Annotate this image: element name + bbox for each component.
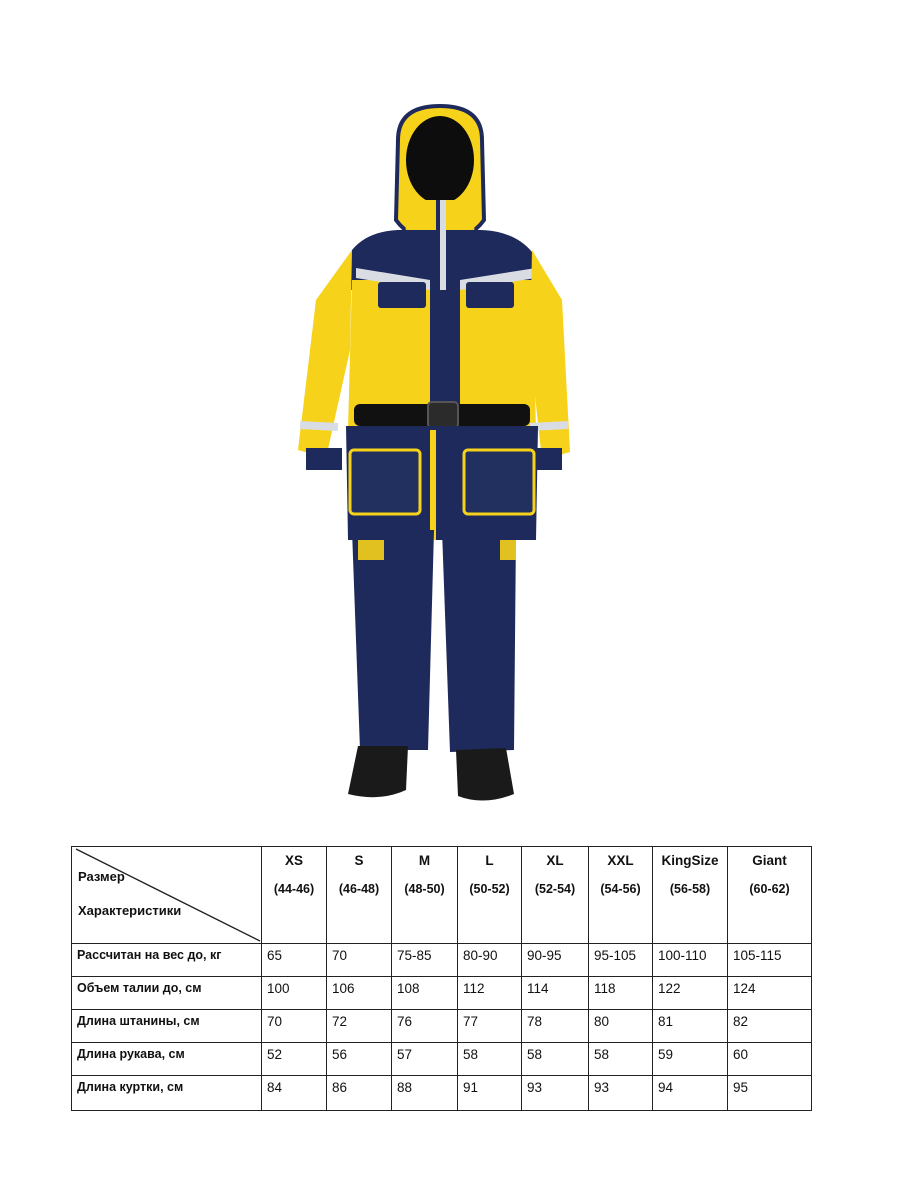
- size-range: (52-54): [534, 882, 576, 896]
- row-label: Длина куртки, см: [72, 1076, 262, 1111]
- table-cell: 58: [458, 1043, 522, 1076]
- table-cell: 72: [327, 1010, 392, 1043]
- table-cell: 80-90: [458, 944, 522, 977]
- trouser-left: [352, 530, 434, 750]
- table-cell: 57: [392, 1043, 458, 1076]
- table-cell: 60: [728, 1043, 812, 1076]
- table-cell: 95-105: [589, 944, 653, 977]
- size-name: KingSize: [661, 853, 719, 868]
- table-cell: 91: [458, 1076, 522, 1111]
- table-cell: 100: [262, 977, 327, 1010]
- size-header-cell: [653, 847, 728, 944]
- table-cell: 122: [653, 977, 728, 1010]
- cuff-left: [306, 448, 342, 470]
- table-cell: 82: [728, 1010, 812, 1043]
- table-cell: 88: [392, 1076, 458, 1111]
- knee-pocket-right: [500, 540, 516, 560]
- front-zip-yellow: [430, 430, 436, 540]
- size-header-cell: [458, 847, 522, 944]
- size-name: L: [485, 853, 494, 868]
- table-cell: 77: [458, 1010, 522, 1043]
- corner-label-size: Размер: [78, 869, 125, 884]
- size-range: (56-58): [669, 882, 711, 896]
- table-row-weight: [72, 944, 812, 977]
- table-row-jacket-length: [72, 1076, 812, 1111]
- table-cell: 114: [522, 977, 589, 1010]
- table-cell: 95: [728, 1076, 812, 1111]
- size-header-row: [72, 847, 812, 944]
- table-row-sleeve-length: [72, 1043, 812, 1076]
- table-cell: 81: [653, 1010, 728, 1043]
- size-range: (44-46): [273, 882, 315, 896]
- table-cell: 70: [262, 1010, 327, 1043]
- table-cell: 52: [262, 1043, 327, 1076]
- corner-header-cell: [72, 847, 262, 944]
- table-cell: 94: [653, 1076, 728, 1111]
- belt-buckle: [428, 402, 458, 428]
- table-cell: 80: [589, 1010, 653, 1043]
- flotation-suit-image: [280, 100, 580, 810]
- corner-diagonal-line: [72, 847, 262, 943]
- size-name: XL: [546, 853, 564, 868]
- table-cell: 90-95: [522, 944, 589, 977]
- size-range: (50-52): [469, 882, 510, 896]
- size-name: Giant: [752, 853, 787, 868]
- lower-pocket-right: [464, 450, 534, 514]
- chest-pocket-right: [466, 282, 514, 308]
- size-range: (46-48): [338, 882, 380, 896]
- table-cell: 75-85: [392, 944, 458, 977]
- table-row-waist: [72, 977, 812, 1010]
- corner-label-characteristics: Характеристики: [78, 903, 182, 918]
- row-label: Длина штанины, см: [72, 1010, 262, 1043]
- table-cell: 56: [327, 1043, 392, 1076]
- size-chart-table: [71, 846, 812, 1111]
- table-cell: 70: [327, 944, 392, 977]
- row-label: Объем талии до, см: [72, 977, 262, 1010]
- row-label: Длина рукава, см: [72, 1043, 262, 1076]
- table-cell: 112: [458, 977, 522, 1010]
- table-cell: 106: [327, 977, 392, 1010]
- boot-right: [456, 748, 514, 801]
- knee-pocket-left: [358, 540, 384, 560]
- size-range: (48-50): [404, 882, 445, 896]
- trouser-right: [442, 530, 516, 752]
- table-cell: 93: [522, 1076, 589, 1111]
- size-header-cell: [522, 847, 589, 944]
- table-cell: 86: [327, 1076, 392, 1111]
- size-header-cell: [262, 847, 327, 944]
- table-cell: 108: [392, 977, 458, 1010]
- table-row-trouser-length: [72, 1010, 812, 1043]
- boot-left: [348, 746, 408, 797]
- size-range: (54-56): [600, 882, 641, 896]
- table-cell: 58: [589, 1043, 653, 1076]
- size-name: XS: [284, 853, 303, 868]
- table-cell: 118: [589, 977, 653, 1010]
- lower-pocket-left: [350, 450, 420, 514]
- size-name: M: [418, 853, 431, 868]
- table-cell: 76: [392, 1010, 458, 1043]
- table-cell: 93: [589, 1076, 653, 1111]
- size-header-cell: [392, 847, 458, 944]
- reflective-strip-collar: [440, 200, 446, 290]
- size-name: XXL: [607, 853, 634, 868]
- table-cell: 124: [728, 977, 812, 1010]
- table-cell: 100-110: [653, 944, 728, 977]
- table-cell: 78: [522, 1010, 589, 1043]
- size-header-cell: [327, 847, 392, 944]
- table-cell: 84: [262, 1076, 327, 1111]
- chest-pocket-left: [378, 282, 426, 308]
- table-cell: 59: [653, 1043, 728, 1076]
- row-label: Рассчитан на вес до, кг: [72, 944, 262, 977]
- table-cell: 58: [522, 1043, 589, 1076]
- hood-opening: [406, 116, 474, 204]
- size-range: (60-62): [749, 882, 790, 896]
- size-header-cell: [589, 847, 653, 944]
- size-name: S: [354, 853, 364, 868]
- size-header-cell: [728, 847, 812, 944]
- table-cell: 65: [262, 944, 327, 977]
- table-cell: 105-115: [728, 944, 812, 977]
